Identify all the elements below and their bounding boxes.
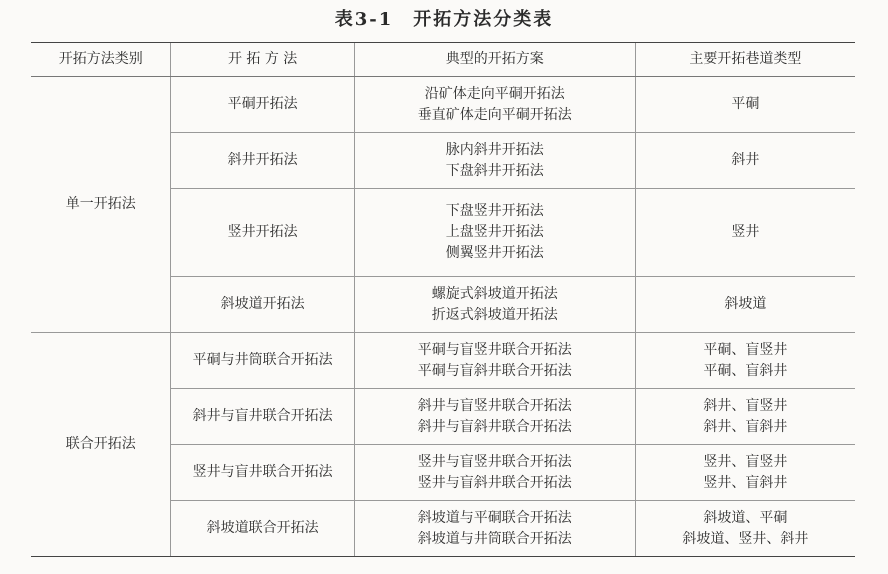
method-cell: 斜坡道开拓法	[171, 277, 354, 333]
roadway-line: 斜坡道、平硐	[703, 509, 788, 526]
method-cell: 平硐与井筒联合开拓法	[171, 333, 354, 389]
scheme-line: 沿矿体走向平硐开拓法	[424, 85, 565, 102]
scheme-cell	[354, 333, 635, 389]
table-row	[31, 333, 855, 389]
category-cell: 联合开拓法	[31, 333, 171, 557]
method-cell: 竖井与盲井联合开拓法	[171, 445, 354, 501]
scheme-line: 平硐与盲斜井联合开拓法	[417, 362, 572, 379]
scheme-line: 斜坡道与平硐联合开拓法	[417, 509, 572, 526]
roadway-line: 斜坡道	[724, 296, 767, 312]
method-cell: 斜井与盲井联合开拓法	[171, 389, 354, 445]
scheme-cell	[354, 445, 635, 501]
scheme-line: 竖井与盲竖井联合开拓法	[417, 453, 572, 470]
table-title: 表3-1 开拓方法分类表	[334, 9, 554, 30]
roadway-line: 竖井、盲斜井	[703, 474, 788, 491]
scheme-cell	[354, 189, 635, 277]
roadway-cell	[635, 445, 855, 501]
scheme-line: 脉内斜井开拓法	[445, 141, 544, 158]
scheme-line: 平硐与盲竖井联合开拓法	[417, 341, 572, 358]
method-cell: 竖井开拓法	[171, 189, 354, 277]
table-row	[31, 77, 855, 133]
roadway-line: 斜坡道、竖井、斜井	[682, 530, 809, 547]
scheme-line: 斜坡道与井筒联合开拓法	[417, 530, 572, 547]
roadway-cell	[635, 333, 855, 389]
classification-table	[31, 42, 855, 557]
roadway-line: 平硐、盲竖井	[703, 341, 788, 358]
scheme-cell	[354, 77, 635, 133]
scheme-line: 斜井与盲斜井联合开拓法	[417, 418, 572, 435]
method-cell: 斜坡道联合开拓法	[171, 501, 354, 557]
scheme-line: 上盘竖井开拓法	[445, 224, 544, 240]
scheme-cell	[354, 389, 635, 445]
roadway-cell	[635, 77, 855, 133]
scheme-line: 斜井与盲竖井联合开拓法	[417, 397, 572, 414]
roadway-line: 竖井、盲竖井	[703, 453, 788, 470]
scheme-line: 下盘斜井开拓法	[445, 162, 544, 179]
roadway-line: 平硐、盲斜井	[703, 362, 788, 379]
scheme-line: 螺旋式斜坡道开拓法	[431, 285, 558, 302]
header-category: 开拓方法类别	[31, 43, 171, 77]
roadway-line: 斜井	[731, 152, 760, 168]
header-scheme: 典型的开拓方案	[354, 43, 635, 77]
header-roadway: 主要开拓巷道类型	[635, 43, 855, 77]
scheme-cell	[354, 501, 635, 557]
method-cell: 平硐开拓法	[171, 77, 354, 133]
table-body	[31, 77, 855, 557]
scheme-line: 下盘竖井开拓法	[445, 203, 544, 219]
roadway-line: 斜井、盲竖井	[703, 397, 788, 414]
roadway-cell	[635, 189, 855, 277]
scheme-line: 侧翼竖井开拓法	[445, 245, 544, 261]
scheme-line: 竖井与盲斜井联合开拓法	[417, 474, 572, 491]
scheme-line: 垂直矿体走向平硐开拓法	[417, 106, 572, 123]
category-cell: 单一开拓法	[31, 77, 171, 333]
scheme-cell	[354, 277, 635, 333]
roadway-cell	[635, 501, 855, 557]
header-method: 开 拓 方 法	[171, 43, 354, 77]
roadway-cell	[635, 277, 855, 333]
table-header-row	[31, 43, 855, 77]
roadway-line: 斜井、盲斜井	[703, 418, 788, 435]
roadway-line: 平硐	[731, 96, 760, 112]
scheme-line: 折返式斜坡道开拓法	[431, 306, 558, 323]
roadway-cell	[635, 133, 855, 189]
method-cell: 斜井开拓法	[171, 133, 354, 189]
roadway-line: 竖井	[731, 224, 760, 240]
scheme-cell	[354, 133, 635, 189]
roadway-cell	[635, 389, 855, 445]
